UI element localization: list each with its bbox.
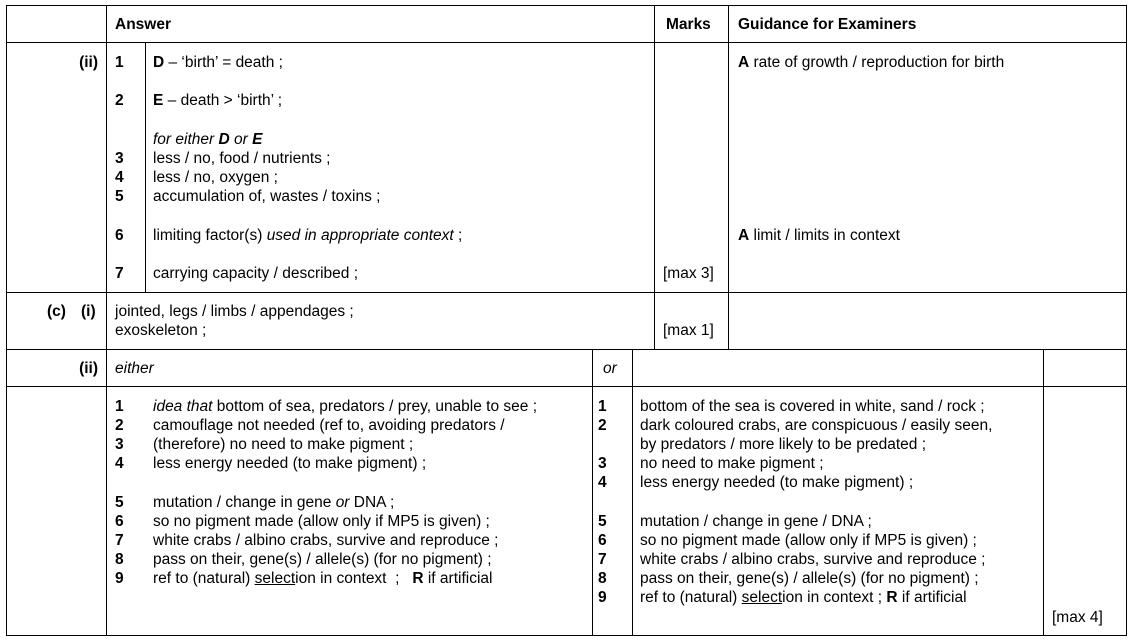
answer-point-6: limiting factor(s) used in appropriate context ; [153, 227, 463, 244]
or-point-8: pass on their, gene(s) / allele(s) (for no pigment) ; [640, 570, 979, 587]
either-number-1: 1 [115, 398, 124, 415]
guidance-note-1: A rate of growth / reproduction for birth [738, 54, 1005, 71]
or-number-1: 1 [598, 398, 607, 415]
point-number-2: 2 [115, 92, 124, 109]
table-border-left [6, 5, 7, 636]
answer-point-1: D – ‘birth’ = death ; [153, 54, 283, 71]
or-point-2-line-2: by predators / more likely to be predated ; [640, 436, 927, 453]
or-number-6: 6 [598, 532, 607, 549]
label-ii-first: (ii) [79, 54, 98, 71]
marks-max-3: [max 3] [663, 265, 714, 282]
or-number-2: 2 [598, 417, 607, 434]
marks-max-1: [max 1] [663, 322, 714, 339]
answer-point-4: less / no, oxygen ; [153, 169, 278, 186]
col-divider-label [106, 5, 107, 636]
header-marks: Marks [666, 16, 711, 33]
or-point-6: so no pigment made (allow only if MP5 is given) ; [640, 532, 977, 549]
row-divider-either-or [6, 386, 1127, 387]
label-ii-second: (ii) [79, 360, 98, 377]
col-divider-either-or [592, 349, 593, 636]
header-answer: Answer [115, 16, 171, 33]
either-number-2: 2 [115, 417, 124, 434]
answer-point-2: E – death > ‘birth’ ; [153, 92, 283, 109]
point-number-6: 6 [115, 227, 124, 244]
or-number-3: 3 [598, 455, 607, 472]
or-point-1: bottom of the sea is covered in white, sand / rock ; [640, 398, 985, 415]
row-divider-ii-c [6, 292, 1127, 293]
col-divider-or-content [632, 349, 633, 636]
or-number-4: 4 [598, 474, 607, 491]
or-number-5: 5 [598, 513, 607, 530]
point-number-7: 7 [115, 265, 124, 282]
or-number-9: 9 [598, 589, 607, 606]
either-heading: either [115, 360, 154, 377]
label-c: (c) [47, 303, 66, 320]
either-number-9: 9 [115, 570, 124, 587]
table-border-right [1126, 5, 1127, 636]
row-divider-ci-cii [6, 349, 1127, 350]
answer-point-5: accumulation of, wastes / toxins ; [153, 188, 381, 205]
c-i-line-1: jointed, legs / limbs / appendages ; [115, 303, 354, 320]
header-divider [6, 42, 1127, 43]
point-number-4: 4 [115, 169, 124, 186]
answer-point-7: carrying capacity / described ; [153, 265, 359, 282]
either-point-4: less energy needed (to make pigment) ; [153, 455, 427, 472]
point-number-1: 1 [115, 54, 124, 71]
or-heading: or [603, 360, 617, 377]
either-number-8: 8 [115, 551, 124, 568]
either-number-6: 6 [115, 513, 124, 530]
either-note: for either D or E [153, 131, 263, 148]
either-number-4: 4 [115, 455, 124, 472]
col-divider-marks-right [728, 5, 729, 350]
either-point-5: mutation / change in gene or DNA ; [153, 494, 395, 511]
table-border-bottom [6, 635, 1127, 636]
point-number-5: 5 [115, 188, 124, 205]
marks-max-4: [max 4] [1052, 609, 1103, 626]
or-point-5: mutation / change in gene / DNA ; [640, 513, 872, 530]
either-number-3: 3 [115, 436, 124, 453]
c-i-line-2: exoskeleton ; [115, 322, 207, 339]
either-point-1: idea that bottom of sea, predators / prey, unable to see ; [153, 398, 538, 415]
col-divider-max4 [1043, 349, 1044, 636]
or-number-8: 8 [598, 570, 607, 587]
or-point-7: white crabs / albino crabs, survive and reproduce ; [640, 551, 986, 568]
or-point-9: ref to (natural) selection in context ; R if artificial [640, 589, 967, 606]
or-number-7: 7 [598, 551, 607, 568]
either-point-9: ref to (natural) selection in context ; R if artificial [153, 570, 493, 587]
col-divider-marks-left [654, 5, 655, 350]
answer-point-3: less / no, food / nutrients ; [153, 150, 331, 167]
guidance-note-2: A limit / limits in context [738, 227, 900, 244]
either-point-3: (therefore) no need to make pigment ; [153, 436, 414, 453]
either-number-5: 5 [115, 494, 124, 511]
either-number-7: 7 [115, 532, 124, 549]
or-point-2-line-1: dark coloured crabs, are conspicuous / easily seen, [640, 417, 993, 434]
col-divider-num-ii [145, 42, 146, 293]
either-point-8: pass on their, gene(s) / allele(s) (for no pigment) ; [153, 551, 492, 568]
either-point-6: so no pigment made (allow only if MP5 is given) ; [153, 513, 490, 530]
table-border-top [6, 5, 1127, 6]
or-point-3: no need to make pigment ; [640, 455, 824, 472]
point-number-3: 3 [115, 150, 124, 167]
header-guidance: Guidance for Examiners [738, 16, 917, 33]
either-point-2: camouflage not needed (ref to, avoiding predators / [153, 417, 505, 434]
either-point-7: white crabs / albino crabs, survive and reproduce ; [153, 532, 499, 549]
or-point-4: less energy needed (to make pigment) ; [640, 474, 914, 491]
label-c-i: (i) [81, 303, 96, 320]
